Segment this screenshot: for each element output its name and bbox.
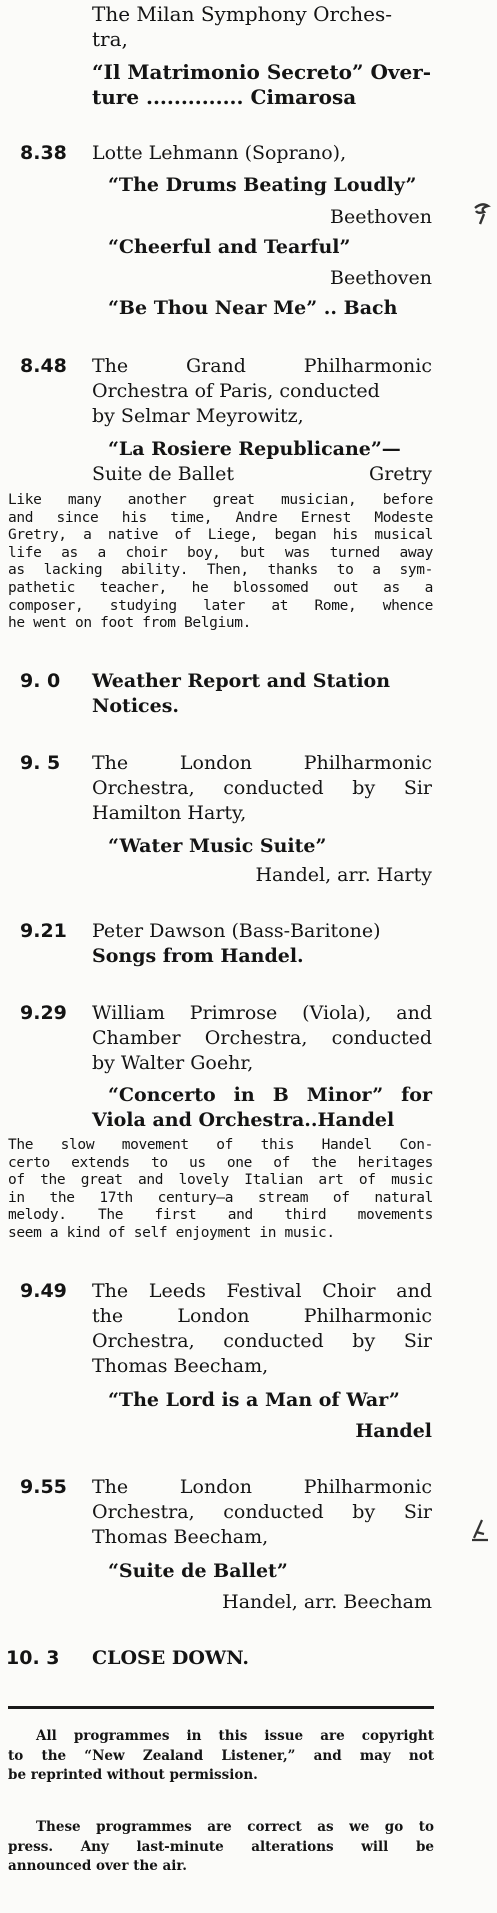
note-line: composer, studying later at Rome, whence: [8, 597, 433, 614]
margin-mark: [470, 1516, 494, 1548]
footer-line: These programmes are correct as we go to: [36, 1819, 434, 1835]
entry-line: The London Philharmonic: [92, 752, 432, 774]
entry-line: Orchestra of Paris, conducted: [92, 380, 380, 402]
work-title: “Concerto in B Minor” for: [108, 1084, 432, 1106]
copyright-notice: [8, 1727, 434, 1786]
footer-line: be reprinted without permission.: [8, 1767, 258, 1783]
note-line: Gretry, a native of Liege, began his musical: [8, 527, 433, 544]
entry-line: Weather Report and Station: [92, 670, 391, 692]
entry-time: 9.29: [20, 1002, 67, 1024]
entry-line: Orchestra, conducted by Sir: [92, 777, 432, 799]
entry-time: 9.49: [20, 1280, 67, 1302]
entry-line: William Primrose (Viola), and: [92, 1002, 432, 1024]
text-line: “Il Matrimonio Secreto” Over-: [92, 60, 432, 84]
entry-line: Lotte Lehmann (Soprano),: [92, 142, 347, 164]
entry-time: 9. 5: [20, 752, 61, 774]
entry-line: Thomas Beecham,: [92, 1526, 269, 1548]
gretry-note: [8, 492, 433, 633]
entry-line: Notices.: [92, 695, 180, 717]
work-title: “Cheerful and Tearful”: [108, 236, 351, 258]
text-line: ture .............. Cimarosa: [92, 85, 357, 109]
entry-time: 10. 3: [6, 1647, 60, 1669]
entry-time: 9. 0: [20, 670, 61, 692]
entry-line: Thomas Beecham,: [92, 1355, 269, 1377]
note-line: as lacking ability. Then, thanks to a sym-: [8, 562, 433, 579]
note-line: Like many another great musician, before: [8, 492, 433, 508]
note-line: of the great and lovely Italian art of music: [8, 1172, 433, 1189]
entry-time: 8.48: [20, 355, 67, 377]
entry-line: Hamilton Harty,: [92, 802, 247, 824]
text-line: tra,: [92, 27, 128, 51]
note-line: certo extends to us one of the heritages: [8, 1154, 433, 1171]
footer-line: to the “New Zealand Listener,” and may not: [8, 1747, 434, 1764]
entry-line: Orchestra, conducted by Sir: [92, 1501, 432, 1523]
work-composer: Handel: [355, 1420, 432, 1442]
work-title: “The Drums Beating Loudly”: [108, 174, 417, 196]
entry-line: by Selmar Meyrowitz,: [92, 405, 304, 427]
footer-line: All programmes in this issue are copyright: [36, 1728, 434, 1744]
handel-note: [8, 1137, 433, 1243]
work-title: Viola and Orchestra..Handel: [92, 1109, 395, 1131]
footer-line: announced over the air.: [8, 1858, 188, 1874]
note-line: and since his time, Andre Ernest Modeste: [8, 509, 433, 526]
work-composer: Handel, arr. Harty: [255, 864, 432, 886]
work-composer: Gretry: [369, 463, 432, 485]
entry-line: the London Philharmonic: [92, 1305, 432, 1327]
alterations-notice: [8, 1818, 434, 1877]
entry-line: Orchestra, conducted by Sir: [92, 1330, 432, 1352]
text-line: The Milan Symphony Orches-: [92, 2, 392, 26]
entry-line: Chamber Orchestra, conducted: [92, 1027, 432, 1049]
note-line: life as a choir boy, but was turned away: [8, 544, 433, 561]
work-title: “Be Thou Near Me” .. Bach: [108, 297, 398, 319]
work-title: “The Lord is a Man of War”: [108, 1389, 400, 1411]
work-title: “Water Music Suite”: [108, 835, 327, 857]
entry-time: 8.38: [20, 142, 67, 164]
entry-time: 9.55: [20, 1476, 67, 1498]
work-composer: Handel, arr. Beecham: [222, 1591, 432, 1613]
entry-line: Songs from Handel.: [92, 945, 304, 967]
footer-line: press. Any last-minute alterations will be: [8, 1838, 434, 1855]
entry-time: 9.21: [20, 920, 67, 942]
entry-line: The London Philharmonic: [92, 1476, 432, 1498]
entry-line: by Walter Goehr,: [92, 1052, 254, 1074]
work-composer: Beethoven: [330, 206, 432, 228]
work-title: “La Rosiere Republicane”—: [108, 438, 401, 460]
entry-line: The Grand Philharmonic: [92, 355, 432, 377]
note-line: seem a kind of self enjoyment in music.: [8, 1224, 335, 1241]
note-line: pathetic teacher, he blossomed out as a: [8, 579, 433, 596]
work-title: “Suite de Ballet”: [108, 1560, 288, 1582]
note-line: he went on foot from Belgium.: [8, 615, 252, 632]
divider-rule: [8, 1706, 434, 1709]
note-line: melody. The first and third movements: [8, 1207, 433, 1224]
note-line: in the 17th century—a stream of natural: [8, 1189, 433, 1206]
note-line: The slow movement of this Handel Con-: [8, 1137, 433, 1153]
entry-line: The Leeds Festival Choir and: [92, 1280, 432, 1302]
entry-line: CLOSE DOWN.: [92, 1647, 249, 1669]
work-composer: Beethoven: [330, 267, 432, 289]
entry-line: Peter Dawson (Bass-Baritone): [92, 920, 381, 942]
margin-mark: [472, 200, 492, 232]
work-title: Suite de Ballet: [92, 463, 235, 485]
